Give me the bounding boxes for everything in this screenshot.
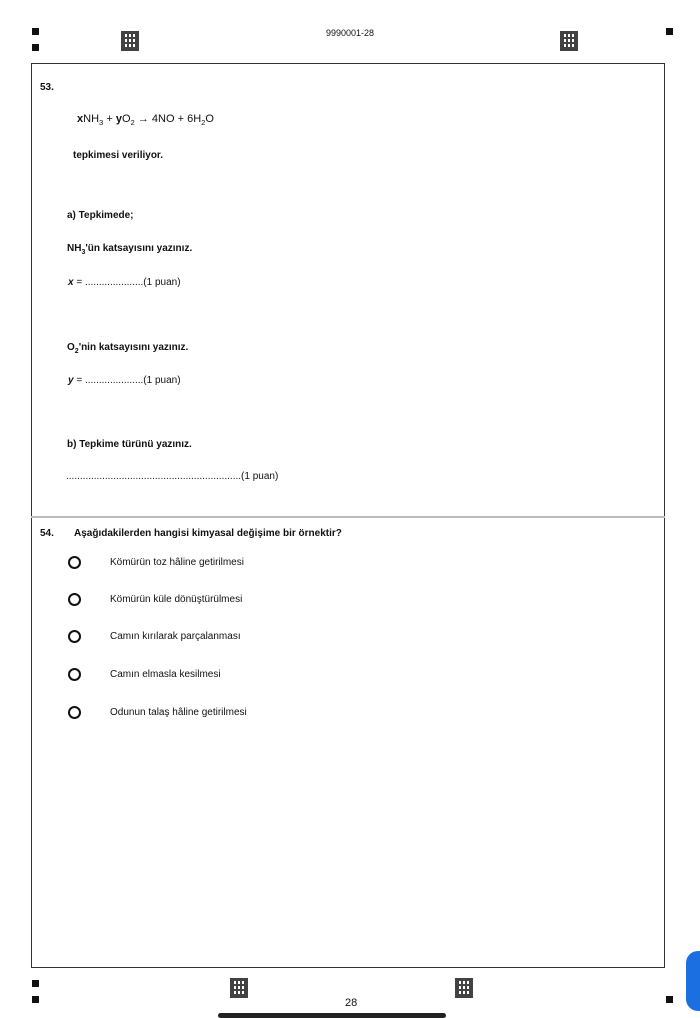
option-label: Kömürün küle dönüştürülmesi — [110, 594, 243, 605]
eq-sub: 2 — [201, 118, 206, 128]
qr-code — [121, 31, 139, 51]
option-radio[interactable] — [68, 706, 81, 719]
floating-side-tab[interactable] — [686, 951, 700, 1011]
option-label: Kömürün toz hâline getirilmesi — [110, 557, 244, 568]
nh3-text: 'ün katsayısını yazınız. — [85, 243, 193, 254]
option-label: Odunun talaş hâline getirilmesi — [110, 707, 247, 718]
qr-code — [230, 978, 248, 998]
o2-text: 'nin katsayısını yazınız. — [78, 342, 189, 353]
nh3-prompt — [67, 243, 192, 256]
page-number: 28 — [345, 997, 358, 1009]
option-label: Camın kırılarak parçalanması — [110, 631, 241, 642]
question-number: 54. — [40, 528, 54, 539]
eq-plus: + — [103, 113, 116, 125]
eq-nh: NH — [83, 113, 100, 125]
option-radio[interactable] — [68, 593, 81, 606]
eq-sub: 3 — [99, 118, 104, 128]
eq-rhs: → 4NO + 6H — [134, 113, 202, 125]
document-code: 9990001-28 — [326, 28, 375, 38]
registration-mark — [32, 980, 39, 987]
part-b-heading: b) Tepkime türünü yazınız. — [67, 439, 192, 450]
eq-rhs: O — [205, 113, 214, 125]
option-radio[interactable] — [68, 556, 81, 569]
question-number: 53. — [40, 82, 54, 93]
x-blank: = .....................(1 puan) — [73, 277, 181, 288]
option-radio[interactable] — [68, 668, 81, 681]
option-label: Camın elmasla kesilmesi — [110, 669, 221, 680]
question-text: Aşağıdakilerden hangisi kimyasal değişime bir örnektir? — [74, 528, 342, 539]
eq-y: y — [115, 113, 122, 125]
nh3-sub: 3 — [81, 249, 86, 256]
reaction-equation — [77, 113, 214, 127]
qr-code — [455, 978, 473, 998]
registration-mark — [666, 996, 673, 1003]
y-blank: = .....................(1 puan) — [73, 375, 181, 386]
x-answer-line[interactable] — [68, 277, 181, 288]
eq-x: x — [77, 113, 84, 125]
b-answer-line[interactable]: ...............................................................(1 puan) — [66, 471, 279, 482]
x-variable: x — [68, 277, 74, 288]
registration-mark — [32, 44, 39, 51]
o2-sub: 2 — [74, 348, 79, 355]
o2-prompt — [67, 342, 188, 355]
o2-formula: O — [67, 342, 75, 353]
option-radio[interactable] — [68, 630, 81, 643]
home-indicator[interactable] — [218, 1013, 446, 1018]
y-answer-line[interactable] — [68, 375, 181, 386]
eq-sub: 2 — [130, 118, 135, 128]
registration-mark — [666, 28, 673, 35]
question-separator — [31, 516, 665, 518]
qr-code — [560, 31, 578, 51]
eq-o: O — [121, 113, 131, 125]
registration-mark — [32, 996, 39, 1003]
registration-mark — [32, 28, 39, 35]
nh3-formula: NH — [67, 243, 82, 254]
part-a-heading: a) Tepkimede; — [67, 210, 134, 221]
y-variable: y — [68, 375, 74, 386]
given-text: tepkimesi veriliyor. — [73, 150, 164, 161]
